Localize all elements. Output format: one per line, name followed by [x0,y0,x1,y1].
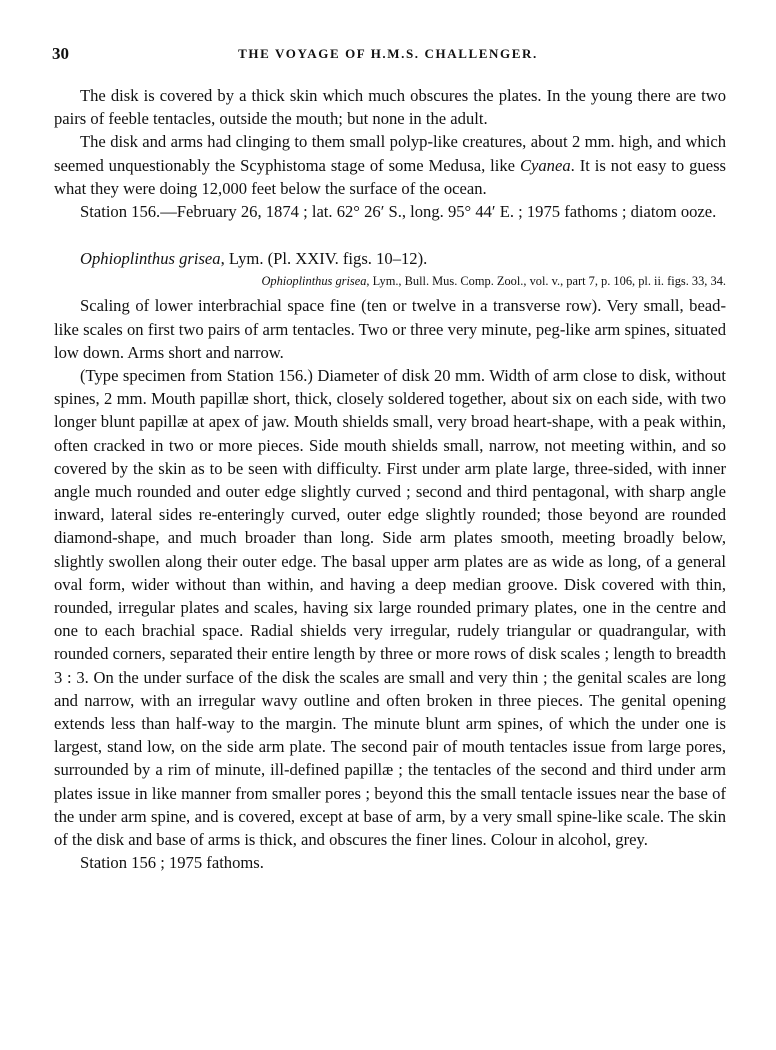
paragraph-description: (Type specimen from Station 156.) Diameter of disk 20 mm. Width of arm close to disk, without spines, 2 mm. Mouth papillæ short, thick, closely soldered together, about six on each side, with two longer blunt papillæ at apex of jaw. Mouth shields small, very broad heart-shape, with a peak within, often cracked in two or more pieces. Side mouth shields small, narrow, not meeting within, and so covered by the skin as to be seen with difficulty. First under arm plate large, three-sided, with inner angle much rounded and outer edge slightly curved ; second and third pentagonal, with sharp angle inward, lateral sides re-enteringly curved, outer edge slightly rounded; those beyond are rounded diamond-shape, and much broader than long. Side arm plates smooth, meeting broadly below, slightly swollen along their outer edge. The basal upper arm plates are as wide as long, of a general oval form, wider without than within, and having a deep median groove. Disk covered with thin, rounded, irregular plates and scales, having six large rounded primary plates, one in the centre and one to each brachial space. Radial shields very irregular, rudely triangular or quadrangular, with rounded corners, separated their entire length by three or more rows of disk scales ; length to breadth 3 : 3. On the under surface of the disk the scales are small and very thin ; the genital scales are long and narrow, with an irregular wavy outline and often broken in three pieces. The genital opening extends less than half-way to the margin. The minute blunt arm spines, of which the under one is largest, stand low, on the side arm plate. The second pair of mouth tentacles issue from large pores, surrounded by a rim of minute, ill-defined papillæ ; the tentacles of the second and third under arm plates issue in like manner from smaller pores ; beyond this the small tentacle issues near the base of the under arm spine, and is covered, except at base of arm, by a very small spine-like scale. The skin of the disk and base of arms is thick, and obscures the finer lines. Colour in alcohol, grey. [54,366,726,850]
paragraph-station-record: Station 156.—February 26, 1874 ; lat. 62° 26′ S., long. 95° 44′ E. ; 1975 fathoms ; diatom ooze. [80,202,717,222]
species-name: Ophioplinthus grisea [80,249,221,269]
paragraph-disk-skin: The disk is covered by a thick skin which much obscures the plates. In the young there are two pairs of feeble tentacles, outside the mouth; but none in the adult. [54,86,726,129]
body-text [54,84,726,875]
paragraph-station-summary: Station 156 ; 1975 fathoms. [80,853,264,873]
species-authority: , Lym. (Pl. XXIV. figs. 10–12). [220,249,428,269]
paragraph-polyp-creatures [54,130,726,200]
citation-species-name: Ophioplinthus grisea [261,274,367,289]
paragraph-polyp-text-after: . It is not easy to guess what they were doing 12,000 feet below the surface of the ocean. [54,155,726,198]
species-citation [54,272,726,290]
running-title: THE VOYAGE OF H.M.S. CHALLENGER. [238,46,538,61]
species-heading [54,247,726,270]
running-header [52,44,724,64]
paragraph-polyp-text-before: The disk and arms had clinging to them small polyp-like creatures, about 2 mm. high, and which seemed unquestionably the Scyphistoma stage of some Medusa, like [54,132,726,175]
paragraph-diagnosis: Scaling of lower interbrachial space fine (ten or twelve in a transverse row). Very small, bead-like scales on first two pairs of arm tentacles. Two or three very minute, peg-like arm spines, situated low down. Arms short and narrow. [54,296,726,362]
genus-name-cyanea: Cyanea [519,155,571,175]
citation-reference: , Lym., Bull. Mus. Comp. Zool., vol. v., part 7, p. 106, pl. ii. figs. 33, 34. [366,274,726,289]
page-number: 30 [52,44,69,63]
